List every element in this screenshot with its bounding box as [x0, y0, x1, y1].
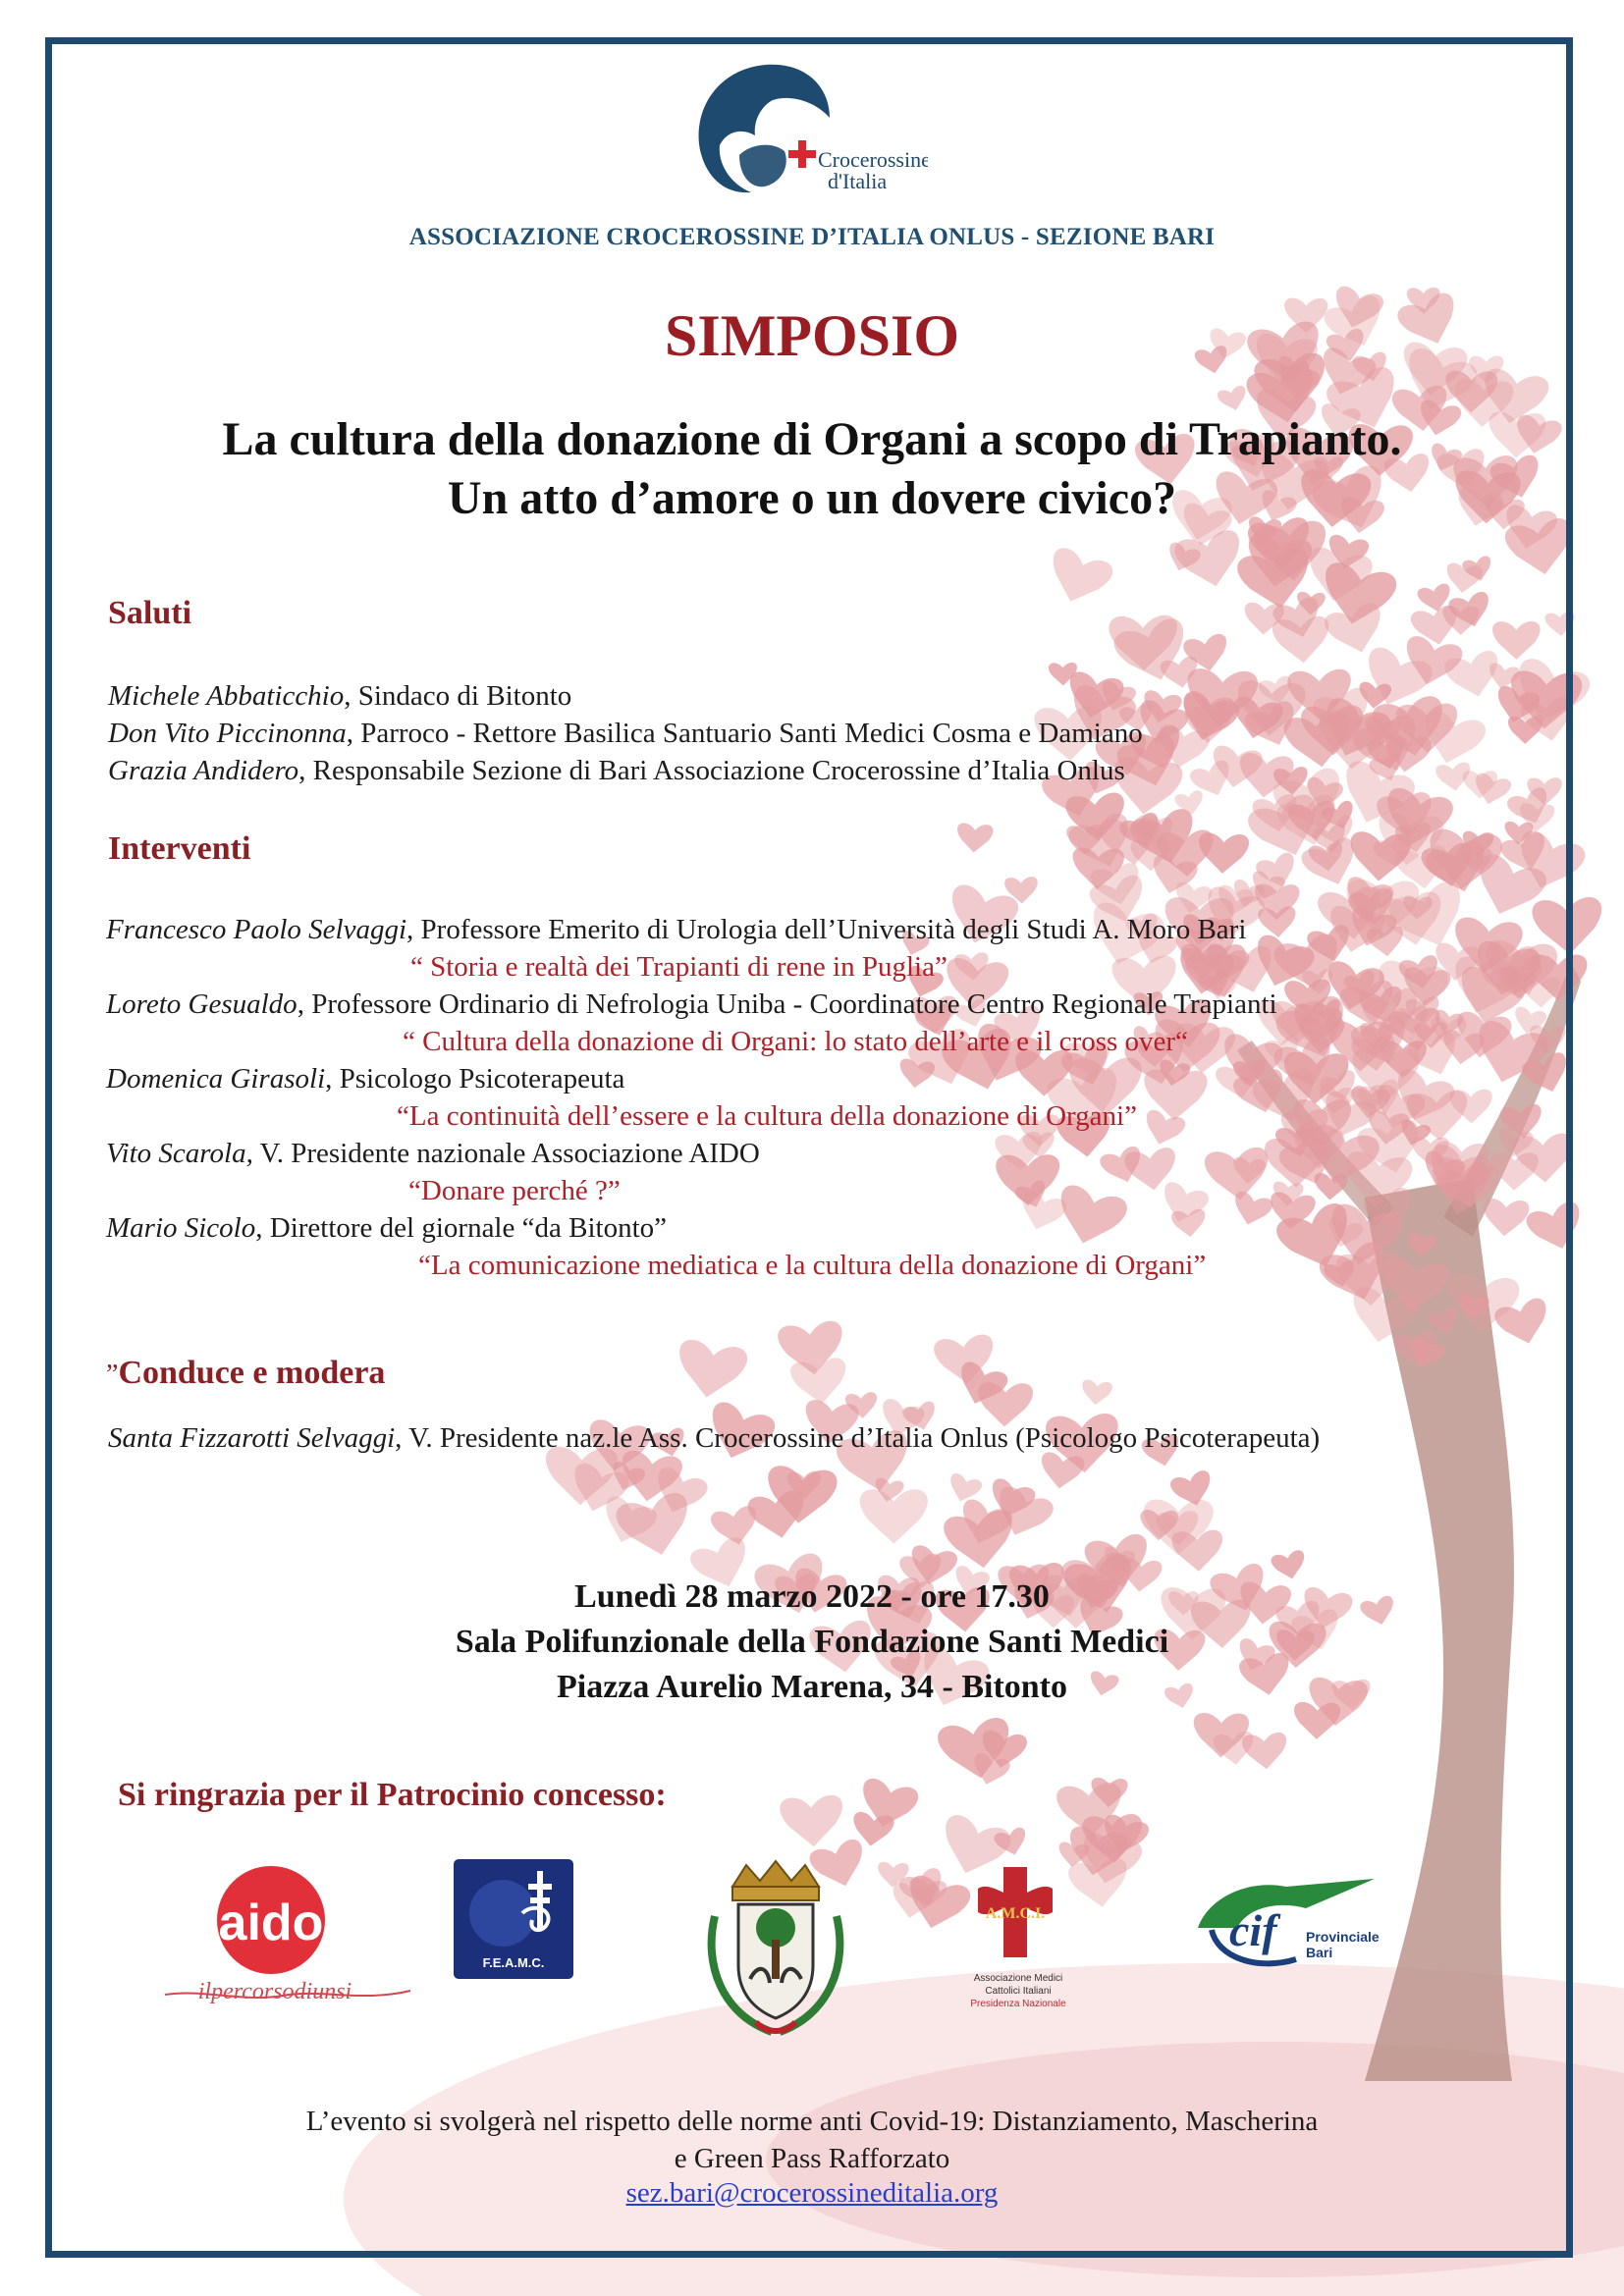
person-name: Domenica Girasoli [106, 1063, 326, 1095]
event-date: Lunedì 28 marzo 2022 - ore 17.30 [574, 1578, 1050, 1615]
svg-text:d'Italia: d'Italia [828, 169, 888, 193]
intervento-item [106, 986, 1277, 1023]
saluti-item [108, 752, 1143, 789]
talk-title: “ Storia e realtà dei Trapianti di rene in Puglia” [410, 951, 947, 983]
bitonto-coat-of-arms [693, 1857, 858, 2044]
aido-logo [135, 1865, 420, 2012]
svg-text:Crocerossine: Crocerossine [818, 147, 928, 172]
person-name: Loreto Gesualdo [106, 988, 298, 1020]
moderator-line [108, 1419, 1320, 1457]
talk-title: “La continuità dell’essere e la cultura della donazione di Organi” [397, 1100, 1137, 1132]
svg-text:A.M.C.I.: A.M.C.I. [985, 1905, 1046, 1922]
event-details [0, 1575, 1624, 1710]
person-role: , Professore Ordinario di Nefrologia Uniba - Coordinatore Centro Regionale Trapianti [297, 988, 1277, 1020]
intervento-item [106, 1060, 1277, 1097]
person-name: Vito Scarola, [106, 1138, 253, 1169]
person-name: Grazia Andidero [108, 755, 299, 786]
person-name: Santa Fizzarotti Selvaggi [108, 1422, 396, 1454]
person-name: Francesco Paolo Selvaggi [106, 914, 407, 945]
talk-title: “Donare perché ?” [408, 1175, 621, 1206]
talk-title: “ Cultura della donazione di Organi: lo stato dell’arte e il cross over“ [403, 1026, 1188, 1057]
person-name: Don Vito Piccinonna [108, 718, 347, 749]
person-name: Michele Abbaticchio [108, 680, 345, 712]
association-name: ASSOCIAZIONE CROCEROSSINE D’ITALIA ONLUS - SEZIONE BARI [408, 224, 1216, 250]
svg-text:Cattolici Italiani: Cattolici Italiani [985, 1986, 1052, 1997]
svg-text:Provinciale: Provinciale [1306, 1929, 1380, 1945]
interventi-list [106, 911, 1277, 1284]
patron-logos [0, 1845, 1624, 2052]
event-address: Piazza Aurelio Marena, 34 - Bitonto [556, 1669, 1067, 1705]
footer-notice [0, 2103, 1624, 2177]
person-role: , Professore Emerito di Urologia dell’Università degli Studi A. Moro Bari [406, 914, 1247, 945]
svg-text:F.E.A.M.C.: F.E.A.M.C. [482, 1955, 545, 1970]
person-role: , Responsabile Sezione di Bari Associazione Crocerossine d’Italia Onlus [298, 755, 1125, 786]
moderator-heading: ”Conduce e modera [106, 1355, 386, 1391]
svg-text:Bari: Bari [1306, 1945, 1333, 1960]
interventi-heading: Interventi [108, 830, 251, 867]
person-name: Mario Sicolo [106, 1212, 256, 1244]
talk-title: “La comunicazione mediatica e la cultura della donazione di Organi” [418, 1250, 1207, 1281]
person-role: , Sindaco di Bitonto [344, 680, 572, 712]
footer-line-2: e Green Pass Rafforzato [674, 2143, 950, 2174]
svg-text:Presidenza Nazionale: Presidenza Nazionale [970, 1999, 1066, 2009]
event-venue: Sala Polifunzionale della Fondazione Santi Medici [455, 1624, 1169, 1660]
svg-text:ilpercorsodiunsi: ilpercorsodiunsi [197, 1979, 352, 2004]
intervento-item [106, 1135, 1277, 1172]
saluti-heading: Saluti [108, 595, 192, 631]
cif-logo [1188, 1869, 1384, 1977]
subtitle [0, 410, 1624, 528]
saluti-list [108, 677, 1143, 789]
saluti-item [108, 677, 1143, 715]
person-role: , Psicologo Psicoterapeuta [325, 1063, 625, 1095]
intervento-item [106, 1209, 1277, 1247]
svg-text:Associazione Medici: Associazione Medici [973, 1973, 1063, 1984]
person-role: , Parroco - Rettore Basilica Santuario Santi Medici Cosma e Damiano [346, 718, 1143, 749]
crocerossine-logo [682, 57, 928, 214]
subtitle-line-2: Un atto d’amore o un dovere civico? [447, 472, 1177, 524]
person-role: V. Presidente nazionale Associazione AIDO [252, 1138, 760, 1169]
patronage-heading: Si ringrazia per il Patrocinio concesso: [118, 1777, 667, 1813]
feamc-logo [454, 1859, 573, 1979]
svg-text:cif: cif [1229, 1905, 1277, 1955]
footer-line-1: L’evento si svolgerà nel rispetto delle norme anti Covid-19: Distanziamento, Mascherina [305, 2106, 1319, 2137]
saluti-item [108, 715, 1143, 752]
svg-text:aido: aido [218, 1895, 324, 1951]
contact-email-link[interactable]: sez.bari@crocerossineditalia.org [625, 2177, 999, 2209]
person-role: , V. Presidente naz.le Ass. Crocerossine d’Italia Onlus (Psicologo Psicoterapeuta) [395, 1422, 1321, 1454]
intervento-item [106, 911, 1277, 948]
page-title: SIMPOSIO [664, 303, 960, 368]
subtitle-line-1: La cultura della donazione di Organi a scopo di Trapianto. [222, 413, 1402, 465]
amci-logo [945, 1859, 1092, 2026]
person-role: , Direttore del giornale “da Bitonto” [255, 1212, 667, 1244]
